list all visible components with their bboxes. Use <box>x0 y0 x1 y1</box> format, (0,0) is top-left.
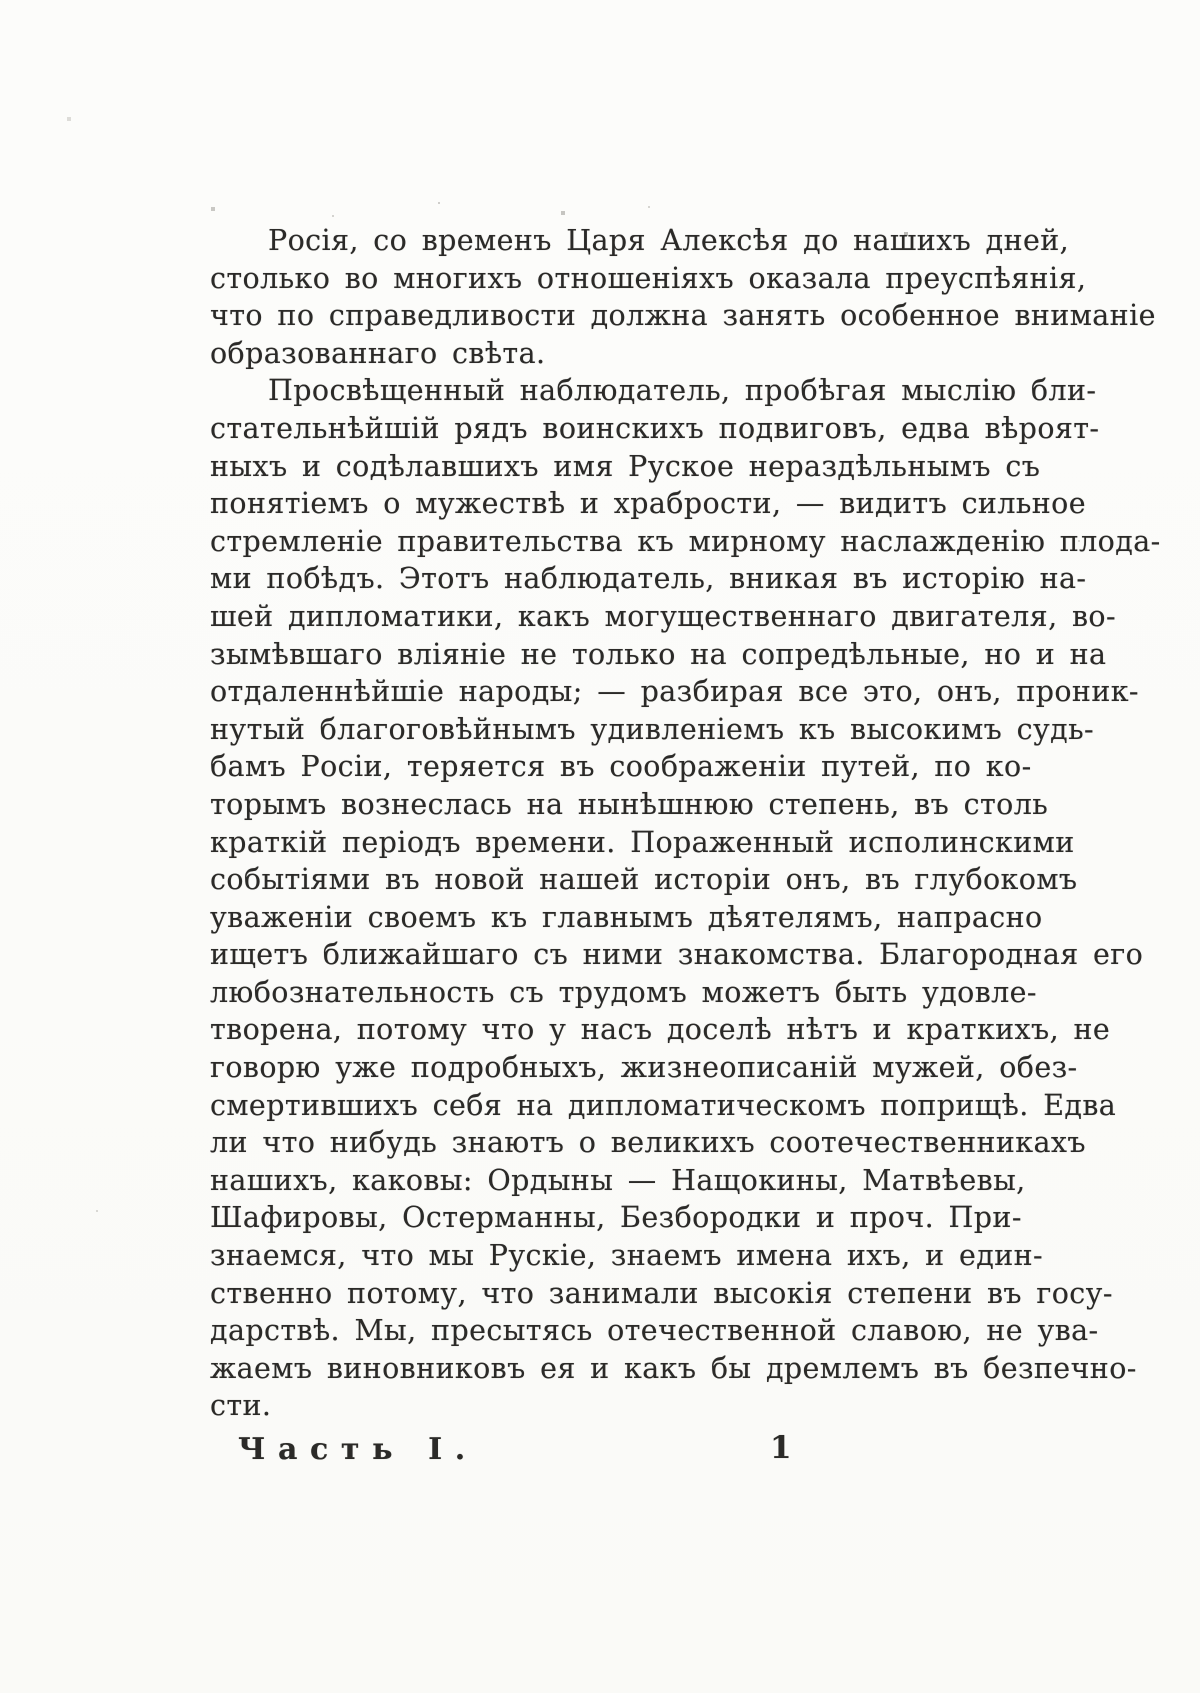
text-line: что по справедливости должна занять особенное вниманіе <box>210 299 1156 333</box>
text-line: знаемся, что мы Рускіе, знаемъ имена ихъ, и един- <box>210 1239 1044 1273</box>
text-line: ныхъ и содѣлавшихъ имя Руское нераздѣльнымъ съ <box>210 449 1041 483</box>
text-line: уваженіи своемъ къ главнымъ дѣятелямъ, напрасно <box>210 900 1043 934</box>
text-line: нутый благоговѣйнымъ удивленіемъ къ высокимъ судь- <box>210 712 1095 746</box>
text-line: Шафировы, Остерманны, Безбородки и проч. При- <box>210 1201 1022 1235</box>
text-line: бамъ Росіи, теряется въ соображеніи путей, по ко- <box>210 750 1032 784</box>
text-line: краткій періодъ времени. Пораженный исполинскими <box>210 825 1075 859</box>
text-line: дарствѣ. Мы, пресытясь отечественной славою, не ува- <box>210 1314 1099 1348</box>
page-footer <box>210 1432 908 1476</box>
text-line: отдаленнѣйшіе народы; — разбирая все это, онъ, проник- <box>210 675 1139 709</box>
text-line: стательнѣйшій рядъ воинскихъ подвиговъ, едва вѣроят- <box>210 411 1100 445</box>
text-line: ственно потому, что занимали высокія степени въ госу- <box>210 1276 1113 1310</box>
text-line: ищетъ ближайшаго съ ними знакомства. Благородная его <box>210 938 1144 972</box>
text-line: любознательность съ трудомъ можетъ быть удовле- <box>210 975 1037 1009</box>
text-line: ми побѣдъ. Этотъ наблюдатель, вникая въ исторію на- <box>210 562 1087 596</box>
text-line: столько во многихъ отношеніяхъ оказала преуспѣянія, <box>210 261 1087 295</box>
text-line: смертившихъ себя на дипломатическомъ поприщѣ. Едва <box>210 1088 1117 1122</box>
text-line: говорю уже подробныхъ, жизнеописаній мужей, обез- <box>210 1051 1078 1085</box>
text-line: Просвѣщенный наблюдатель, пробѣгая мыслію бли- <box>268 374 1097 408</box>
scan-speckles <box>0 0 2 2</box>
text-line: творена, потому что у насъ доселѣ нѣтъ и краткихъ, не <box>210 1013 1111 1047</box>
page-number: 1 <box>770 1430 792 1466</box>
text-line: сти. <box>210 1389 272 1423</box>
text-line: образованнаго свѣта. <box>210 336 546 370</box>
text-line: стремленіе правительства къ мирному наслажденію плода- <box>210 524 1161 558</box>
text-line: шей дипломатики, какъ могущественнаго двигателя, во- <box>210 599 1117 633</box>
text-line: торымъ вознеслась на нынѣшнюю степень, въ столь <box>210 787 1049 821</box>
text-line: событіями въ новой нашей исторіи онъ, въ глубокомъ <box>210 863 1078 897</box>
text-column <box>210 222 1161 1425</box>
text-line: ли что нибудь знаютъ о великихъ соотечественникахъ <box>210 1126 1086 1160</box>
text-line: понятіемъ о мужествѣ и храбрости, — видитъ сильное <box>210 487 1086 521</box>
text-line: Росія, со временъ Царя Алексѣя до нашихъ дней, <box>268 224 1070 257</box>
text-line: нашихъ, каковы: Ордыны — Нащокины, Матвѣевы, <box>210 1163 1026 1197</box>
text-line: зымѣвшаго вліяніе не только на сопредѣльные, но и на <box>210 637 1107 671</box>
text-line: жаемъ виновниковъ ея и какъ бы дремлемъ въ безпечно- <box>210 1351 1137 1385</box>
volume-signature: Часть I. <box>238 1432 478 1467</box>
